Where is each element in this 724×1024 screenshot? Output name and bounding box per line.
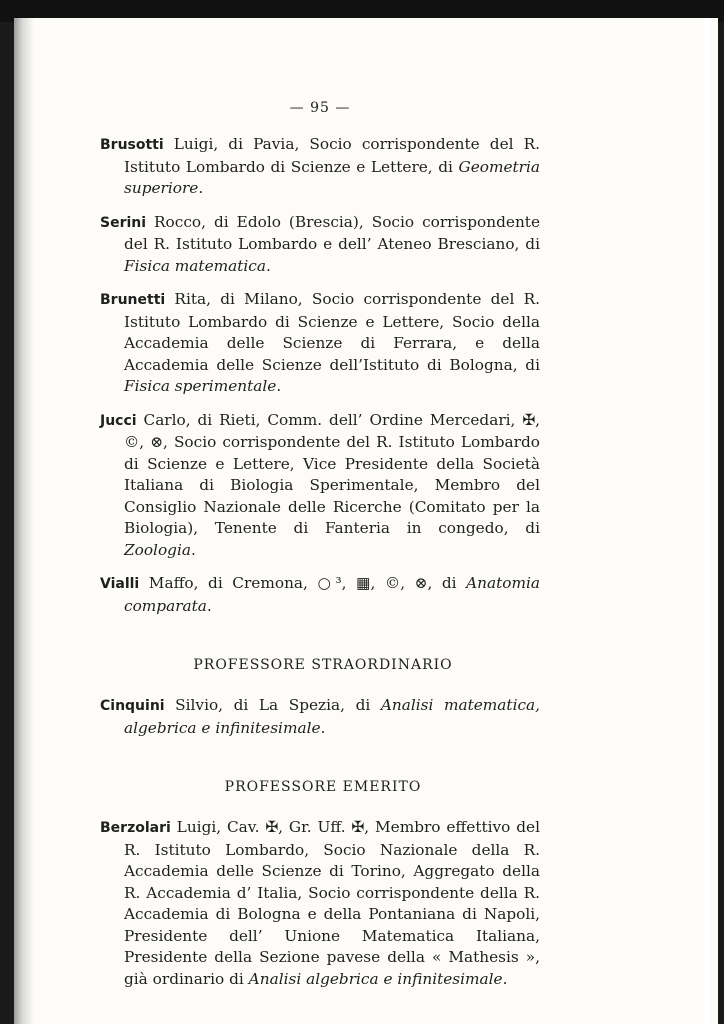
- entry-berzolari: [100, 817, 540, 990]
- entry-field: Geometria superiore: [124, 157, 540, 197]
- entry-end: .: [502, 969, 508, 988]
- entry-field: Fisica matematica: [124, 256, 266, 275]
- entry-end: .: [198, 179, 204, 197]
- entry-field: Zoologia: [124, 540, 191, 559]
- entry-end: .: [190, 540, 196, 559]
- entry-field: Anatomia comparata: [124, 574, 540, 615]
- page-binding-edge: [14, 18, 34, 1024]
- entry-text: Rocco, di Edolo (Brescia), Socio corrispondente del R. Istituto Lombardo e dell’ Ateneo Bresciano, di: [124, 212, 540, 253]
- entry-brunetti: [100, 289, 540, 398]
- page-number: — 95 —: [289, 100, 351, 116]
- entry-surname: Cinquini: [100, 698, 165, 714]
- entry-field: Fisica sperimentale: [124, 377, 277, 395]
- entry-text: Maffo, di Cremona, ○³, ▦, ©, ⊗, di: [139, 574, 467, 592]
- entry-brusotti: [100, 134, 540, 200]
- page-content: [100, 100, 540, 1002]
- entry-surname: Jucci: [100, 412, 137, 429]
- entry-text: Carlo, di Rieti, Comm. dell’ Ordine Mercedari, ✠, ©, ⊗, Socio corrispondente del R. Istituto Lombardo di Scienze e Lettere, Vice Presidente della Società Italiana di Biologia Sperimentale, Membro del Consiglio Nazionale delle Ricerche (Comitato per la Biologia), Tenente di Fanteria in congedo, di: [124, 410, 540, 537]
- section-title-straordinario: PROFESSORE STRAORDINARIO: [193, 657, 453, 673]
- entry-text: Rita, di Milano, Socio corrispondente del R. Istituto Lombardo di Scienze e Lettere, Socio della Accademia delle Scienze di Ferrara, e della Accademia delle Scienze dell’Istituto di Bologna, di: [124, 290, 540, 374]
- entry-field: Analisi algebrica e infinitesimale: [248, 969, 503, 988]
- entry-end: .: [320, 718, 326, 737]
- entry-surname: Brusotti: [100, 137, 164, 153]
- entry-surname: Brunetti: [100, 292, 166, 308]
- entry-end: .: [276, 377, 282, 395]
- entry-field: Analisi matematica, algebrica e infinitesimale: [124, 696, 541, 737]
- entry-end: .: [265, 256, 271, 275]
- entry-cinquini: [100, 695, 540, 739]
- entry-jucci: [100, 410, 540, 562]
- entry-text: Luigi, di Pavia, Socio corrispondente del R. Istituto Lombardo di Scienze e Lettere, di: [124, 135, 540, 176]
- page-right-edge: [704, 18, 710, 1024]
- entry-serini: [100, 212, 540, 278]
- entry-text: Luigi, Cav. ✠, Gr. Uff. ✠, Membro effettivo del R. Istituto Lombardo, Socio Nazionale della R. Accademia delle Scienze di Torino, Aggregato della R. Accademia d’ Italia, Socio corrispondente della R. Accademia di Bologna e della Pontaniana di Napoli, Presidente dell’ Unione Matematica Italiana, Presidente della Sezione pavese della « Mathesis », già ordinario di: [124, 818, 540, 988]
- entry-text: Silvio, di La Spezia, di: [164, 696, 381, 714]
- entry-end: .: [206, 596, 212, 615]
- entry-surname: Serini: [100, 214, 147, 231]
- entry-vialli: [100, 573, 540, 617]
- entry-surname: Vialli: [100, 576, 140, 592]
- section-title-emerito: PROFESSORE EMERITO: [224, 779, 422, 795]
- entry-surname: Berzolari: [100, 820, 171, 836]
